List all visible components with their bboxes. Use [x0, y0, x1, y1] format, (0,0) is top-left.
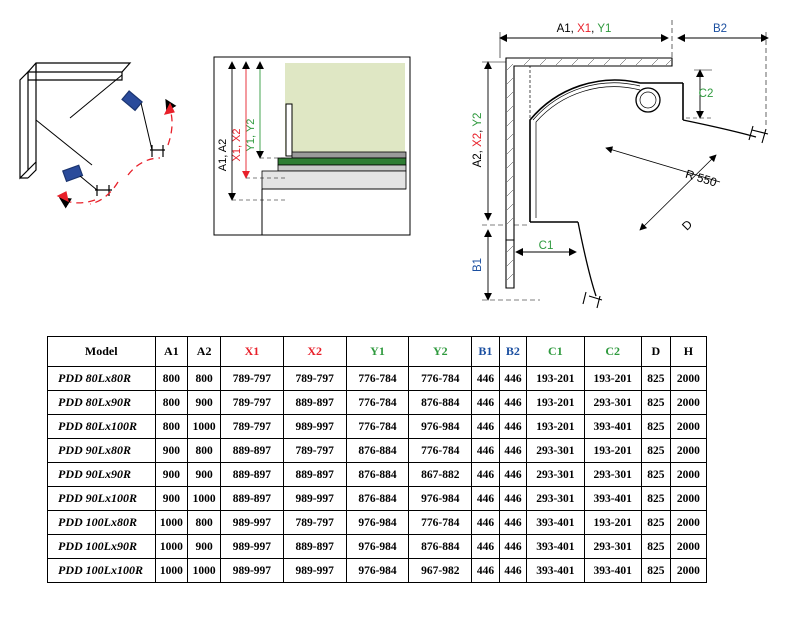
- cell-model: PDD 80Lx100R: [48, 415, 156, 439]
- cell-value: 193-201: [584, 367, 641, 391]
- cell-value: 889-897: [221, 463, 284, 487]
- cell-value: 446: [472, 559, 500, 583]
- cell-value: 876-884: [409, 391, 472, 415]
- cell-value: 1000: [188, 487, 221, 511]
- cell-value: 989-997: [221, 559, 284, 583]
- label-top-left-group: A1, X1, Y1: [556, 23, 612, 35]
- cell-value: 900: [188, 463, 221, 487]
- cell-value: 800: [155, 391, 188, 415]
- perspective-sketch: [20, 63, 174, 204]
- cell-value: 393-401: [584, 487, 641, 511]
- cell-value: 800: [188, 511, 221, 535]
- cell-value: 293-301: [527, 487, 584, 511]
- cell-value: 889-897: [221, 487, 284, 511]
- cell-value: 889-897: [283, 535, 346, 559]
- col-c2: C2: [584, 337, 641, 367]
- cell-value: 789-797: [221, 367, 284, 391]
- label-b2: B2: [712, 23, 728, 35]
- cell-value: 976-984: [346, 559, 409, 583]
- cell-value: 293-301: [527, 463, 584, 487]
- cell-value: 776-784: [409, 439, 472, 463]
- cell-model: PDD 90Lx100R: [48, 487, 156, 511]
- cell-value: 1000: [155, 511, 188, 535]
- cell-value: 2000: [670, 439, 706, 463]
- cell-value: 2000: [670, 559, 706, 583]
- cell-value: 393-401: [584, 559, 641, 583]
- cell-value: 889-897: [283, 391, 346, 415]
- cell-value: 446: [499, 439, 527, 463]
- cell-value: 825: [641, 535, 670, 559]
- cell-value: 446: [472, 487, 500, 511]
- cell-value: 2000: [670, 463, 706, 487]
- dimensions-table-wrap: [47, 336, 707, 583]
- cell-value: 446: [499, 559, 527, 583]
- cell-value: 967-982: [409, 559, 472, 583]
- cell-value: 293-301: [584, 535, 641, 559]
- cell-value: 825: [641, 487, 670, 511]
- cell-value: 825: [641, 439, 670, 463]
- cell-value: 876-884: [409, 535, 472, 559]
- cell-value: 900: [155, 487, 188, 511]
- cell-value: 446: [499, 535, 527, 559]
- cell-value: 876-884: [346, 439, 409, 463]
- table-row: [48, 391, 707, 415]
- cell-value: 2000: [670, 415, 706, 439]
- cell-value: 900: [155, 463, 188, 487]
- cell-value: 393-401: [527, 511, 584, 535]
- cell-value: 976-984: [409, 415, 472, 439]
- cell-value: 789-797: [283, 439, 346, 463]
- table-row: [48, 367, 707, 391]
- label-y1-y2: Y1, Y2: [245, 118, 257, 152]
- cell-value: 825: [641, 463, 670, 487]
- cell-value: 867-882: [409, 463, 472, 487]
- cell-value: 825: [641, 415, 670, 439]
- col-model: Model: [48, 337, 156, 367]
- cell-value: 193-201: [527, 391, 584, 415]
- table-row: [48, 487, 707, 511]
- cell-value: 193-201: [527, 367, 584, 391]
- col-h: H: [670, 337, 706, 367]
- cell-value: 976-984: [409, 487, 472, 511]
- cell-model: PDD 80Lx80R: [48, 367, 156, 391]
- dimensions-table: [47, 336, 707, 583]
- col-y2: Y2: [409, 337, 472, 367]
- cell-value: 1000: [155, 535, 188, 559]
- label-side-group: A2, X2, Y2: [472, 112, 484, 168]
- cell-value: 446: [499, 487, 527, 511]
- col-b1: B1: [472, 337, 500, 367]
- cell-value: 789-797: [221, 415, 284, 439]
- cell-value: 889-897: [221, 439, 284, 463]
- cell-value: 1000: [188, 415, 221, 439]
- cell-value: 989-997: [283, 487, 346, 511]
- section-detail: [214, 57, 410, 235]
- cell-model: PDD 90Lx80R: [48, 439, 156, 463]
- cell-value: 776-784: [346, 391, 409, 415]
- label-radius: R 550: [683, 166, 719, 190]
- cell-value: 446: [472, 367, 500, 391]
- cell-value: 789-797: [221, 391, 284, 415]
- cell-value: 2000: [670, 367, 706, 391]
- table-header-row: [48, 337, 707, 367]
- cell-value: 393-401: [527, 559, 584, 583]
- cell-value: 446: [499, 463, 527, 487]
- cell-value: 293-301: [584, 391, 641, 415]
- cell-value: 293-301: [584, 463, 641, 487]
- table-row: [48, 463, 707, 487]
- cell-value: 2000: [670, 535, 706, 559]
- col-y1: Y1: [346, 337, 409, 367]
- label-c1: C1: [538, 240, 554, 252]
- cell-value: 1000: [155, 559, 188, 583]
- cell-value: 989-997: [283, 559, 346, 583]
- cell-value: 446: [472, 463, 500, 487]
- col-a1: A1: [155, 337, 188, 367]
- table-body: [48, 367, 707, 583]
- cell-value: 776-784: [346, 415, 409, 439]
- col-x1: X1: [221, 337, 284, 367]
- cell-value: 193-201: [584, 511, 641, 535]
- cell-value: 989-997: [283, 415, 346, 439]
- cell-value: 446: [472, 415, 500, 439]
- label-d: D: [679, 217, 696, 234]
- cell-model: PDD 100Lx80R: [48, 511, 156, 535]
- cell-value: 825: [641, 367, 670, 391]
- table-row: [48, 559, 707, 583]
- cell-value: 989-997: [221, 511, 284, 535]
- cell-value: 776-784: [346, 367, 409, 391]
- col-a2: A2: [188, 337, 221, 367]
- label-b1: B1: [472, 257, 484, 273]
- cell-value: 800: [155, 367, 188, 391]
- col-d: D: [641, 337, 670, 367]
- cell-value: 393-401: [584, 415, 641, 439]
- cell-value: 800: [188, 367, 221, 391]
- cell-value: 1000: [188, 559, 221, 583]
- cell-value: 446: [472, 439, 500, 463]
- cell-value: 825: [641, 391, 670, 415]
- plan-view: [472, 20, 768, 308]
- label-c2: C2: [698, 88, 714, 100]
- cell-value: 976-984: [346, 535, 409, 559]
- cell-value: 446: [499, 511, 527, 535]
- col-b2: B2: [499, 337, 527, 367]
- cell-value: 446: [472, 511, 500, 535]
- cell-value: 393-401: [527, 535, 584, 559]
- cell-value: 876-884: [346, 487, 409, 511]
- cell-model: PDD 100Lx100R: [48, 559, 156, 583]
- cell-value: 900: [188, 391, 221, 415]
- cell-value: 900: [155, 439, 188, 463]
- cell-value: 446: [499, 415, 527, 439]
- cell-model: PDD 90Lx90R: [48, 463, 156, 487]
- cell-value: 293-301: [527, 439, 584, 463]
- cell-value: 2000: [670, 511, 706, 535]
- col-c1: C1: [527, 337, 584, 367]
- cell-value: 446: [499, 367, 527, 391]
- table-row: [48, 535, 707, 559]
- cell-value: 825: [641, 559, 670, 583]
- cell-value: 776-784: [409, 511, 472, 535]
- label-x1-x2: X1, X2: [231, 128, 243, 162]
- cell-value: 876-884: [346, 463, 409, 487]
- cell-value: 889-897: [283, 463, 346, 487]
- cell-value: 193-201: [527, 415, 584, 439]
- cell-value: 446: [472, 535, 500, 559]
- cell-value: 446: [472, 391, 500, 415]
- col-x2: X2: [283, 337, 346, 367]
- cell-value: 446: [499, 391, 527, 415]
- table-row: [48, 415, 707, 439]
- table-row: [48, 439, 707, 463]
- cell-value: 193-201: [584, 439, 641, 463]
- cell-value: 776-784: [409, 367, 472, 391]
- cell-value: 2000: [670, 391, 706, 415]
- cell-value: 800: [155, 415, 188, 439]
- cell-model: PDD 100Lx90R: [48, 535, 156, 559]
- cell-value: 800: [188, 439, 221, 463]
- label-a1-a2: A1, A2: [217, 138, 229, 172]
- cell-value: 825: [641, 511, 670, 535]
- table-row: [48, 511, 707, 535]
- cell-value: 976-984: [346, 511, 409, 535]
- cell-value: 789-797: [283, 367, 346, 391]
- cell-value: 989-997: [221, 535, 284, 559]
- cell-value: 789-797: [283, 511, 346, 535]
- cell-value: 900: [188, 535, 221, 559]
- cell-value: 2000: [670, 487, 706, 511]
- cell-model: PDD 80Lx90R: [48, 391, 156, 415]
